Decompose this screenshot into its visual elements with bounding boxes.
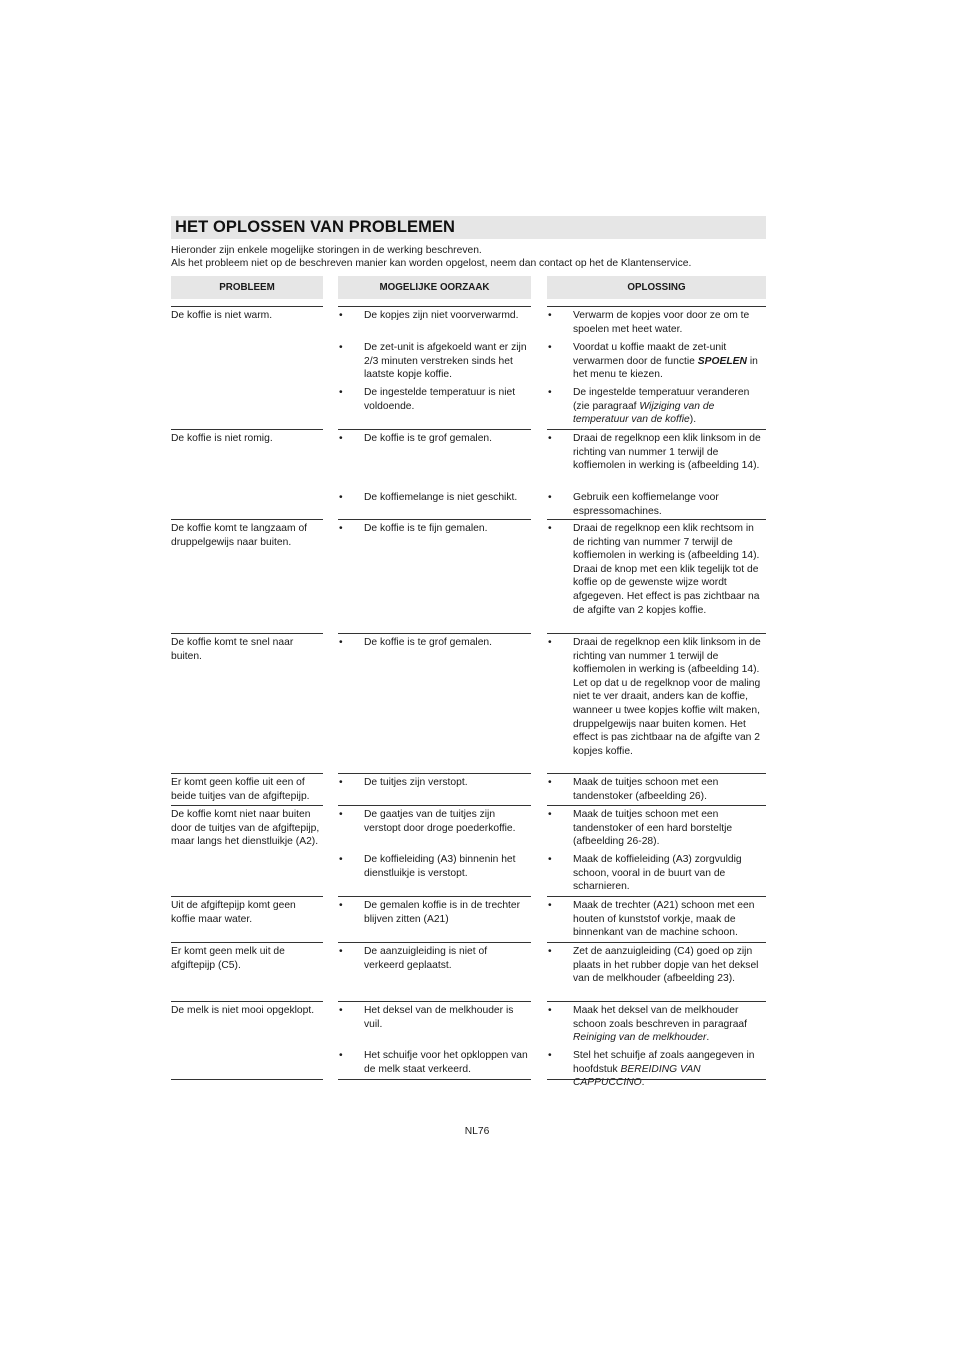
- bullet: •: [339, 1005, 343, 1016]
- cause-item: [338, 808, 531, 835]
- bullet: •: [548, 946, 552, 957]
- solution-text: Voordat u koffie maakt de zet-unit verwarmen door de functie SPOELEN in het menu te kiezen.: [573, 342, 758, 381]
- bullet: •: [339, 809, 343, 820]
- cause-item: [338, 491, 531, 505]
- cause-text: De koffie is te fijn gemalen.: [364, 523, 488, 534]
- solution-text: Stel het schuifje af zoals aangegeven in hoofdstuk BEREIDING VAN CAPPUCCINO.: [573, 1050, 755, 1089]
- cause-item: [338, 853, 531, 880]
- cause-text: De gaatjes van de tuitjes zijn verstopt door droge poederkoffie.: [364, 809, 516, 834]
- troubleshooting-table: [171, 276, 766, 1089]
- solution-text: Maak de tuitjes schoon met een tandenstoker of een hard borsteltje (afbeelding 26-28).: [573, 809, 733, 848]
- table-row: [171, 773, 766, 805]
- problem-cell: De koffie is niet romig.: [171, 433, 273, 444]
- intro-text: [171, 244, 766, 270]
- cause-text: De koffieleiding (A3) binnenin het dienstluikje is verstopt.: [364, 854, 516, 879]
- table-row: [171, 805, 766, 896]
- solution-text: Draai de regelknop een klik linksom in de richting van nummer 1 terwijl de koffiemolen in werking is (afbeelding 14). Let op dat u de regelknop voor de maling niet te ver draait, anders kan de koffie, wanneer u twee kopjes koffie wilt maken, druppelgewijs naar buiten komen. Het effect is pas zichtbaar na de afgifte van 2 kopjes koffie.: [573, 637, 761, 757]
- table-row: [171, 633, 766, 773]
- cause-item: [338, 309, 531, 323]
- bullet: •: [339, 433, 343, 444]
- cause-text: De zet-unit is afgekoeld want er zijn 2/3 minuten verstreken sinds het laatste kopje koffie.: [364, 342, 527, 381]
- bullet: •: [548, 492, 552, 503]
- cause-text: De tuitjes zijn verstopt.: [364, 777, 468, 788]
- problem-cell: De koffie komt te snel naar buiten.: [171, 637, 294, 662]
- bullet: •: [339, 900, 343, 911]
- table-bottom-rule: [338, 1079, 531, 1080]
- solution-item: [547, 491, 766, 518]
- cause-text: De koffiemelange is niet geschikt.: [364, 492, 518, 503]
- cause-item: [338, 341, 531, 382]
- table-row: [171, 942, 766, 1001]
- problem-cell: Er komt geen koffie uit een of beide tuitjes van de afgiftepijp.: [171, 777, 310, 802]
- solution-text: Draai de regelknop een klik linksom in de richting van nummer 1 terwijl de koffiemolen in werking is (afbeelding 14).: [573, 433, 761, 472]
- bullet: •: [548, 777, 552, 788]
- header-cause: MOGELIJKE OORZAAK: [338, 276, 531, 299]
- table-row: [171, 519, 766, 633]
- table-header: [171, 276, 766, 299]
- section-title-bar: [171, 216, 766, 239]
- bullet: •: [548, 854, 552, 865]
- solution-text: Verwarm de kopjes voor door ze om te spoelen met heet water.: [573, 310, 750, 335]
- cause-text: De ingestelde temperatuur is niet voldoende.: [364, 387, 516, 412]
- solution-item: [547, 432, 766, 473]
- problem-cell: Uit de afgiftepijp komt geen koffie maar water.: [171, 900, 296, 925]
- solution-text: Draai de regelknop een klik rechtsom in de richting van nummer 7 terwijl de koffiemolen in werking is (afbeelding 14). Draai de knop met een klik tegelijk tot de koffie op de gewenste wijze wordt afgegeven. Het effect is pas zichtbaar na de afgifte van 2 kopjes koffie.: [573, 523, 760, 616]
- page-number: NL76: [464, 1126, 490, 1137]
- bullet: •: [548, 310, 552, 321]
- bullet: •: [548, 342, 552, 353]
- problem-cell: De koffie is niet warm.: [171, 310, 273, 321]
- cause-item: [338, 899, 531, 926]
- bullet: •: [339, 387, 343, 398]
- problem-cell: Er komt geen melk uit de afgiftepijp (C5).: [171, 946, 285, 971]
- bullet: •: [339, 777, 343, 788]
- bullet: •: [548, 637, 552, 648]
- table-bottom-rule: [547, 1079, 766, 1080]
- bullet: •: [548, 809, 552, 820]
- cause-item: [338, 776, 531, 790]
- solution-item: [547, 341, 766, 382]
- solution-item: [547, 808, 766, 849]
- cause-item: [338, 386, 531, 413]
- bullet: •: [548, 1050, 552, 1061]
- bullet: •: [339, 492, 343, 503]
- solution-text: Maak de tuitjes schoon met een tandenstoker (afbeelding 26).: [573, 777, 719, 802]
- cause-item: [338, 945, 531, 972]
- cause-text: De koffie is te grof gemalen.: [364, 433, 493, 444]
- solution-item: [547, 853, 766, 894]
- table-row: [171, 429, 766, 519]
- bullet: •: [548, 433, 552, 444]
- cause-text: De aanzuigleiding is niet of verkeerd geplaatst.: [364, 946, 488, 971]
- solution-item: [547, 899, 766, 940]
- cause-item: [338, 522, 531, 536]
- header-problem: PROBLEEM: [171, 276, 323, 299]
- problem-cell: De melk is niet mooi opgeklopt.: [171, 1005, 315, 1016]
- solution-item: [547, 776, 766, 803]
- bullet: •: [339, 854, 343, 865]
- solution-item: [547, 386, 766, 427]
- cause-text: De gemalen koffie is in de trechter blijven zitten (A21): [364, 900, 521, 925]
- problem-cell: De koffie komt niet naar buiten door de tuitjes van de afgiftepijp, maar langs het dienstluikje (A2).: [171, 809, 320, 848]
- cause-item: [338, 1049, 531, 1076]
- intro-line-2: Als het probleem niet op de beschreven manier kan worden opgelost, neem dan contact op het de Klantenservice.: [171, 258, 692, 269]
- cause-item: [338, 636, 531, 650]
- cause-item: [338, 432, 531, 446]
- solution-text: Maak de trechter (A21) schoon met een houten of kunststof vorkje, maak de binnenkant van de machine schoon.: [573, 900, 755, 939]
- solution-item: [547, 636, 766, 758]
- bullet: •: [339, 523, 343, 534]
- solution-item: [547, 309, 766, 336]
- solution-item: [547, 522, 766, 617]
- table-bottom-rule: [171, 1079, 323, 1080]
- cause-text: De kopjes zijn niet voorverwarmd.: [364, 310, 519, 321]
- solution-text: Gebruik een koffiemelange voor espressomachines.: [573, 492, 719, 517]
- bullet: •: [339, 342, 343, 353]
- solution-item: [547, 945, 766, 986]
- header-solution: OPLOSSING: [547, 276, 766, 299]
- solution-text: De ingestelde temperatuur veranderen (zie paragraaf Wijziging van de temperatuur van de koffie).: [573, 387, 750, 426]
- bullet: •: [339, 1050, 343, 1061]
- cause-item: [338, 1004, 531, 1031]
- table-row: [171, 306, 766, 426]
- bullet: •: [548, 523, 552, 534]
- cause-text: Het deksel van de melkhouder is vuil.: [364, 1005, 514, 1030]
- bullet: •: [339, 310, 343, 321]
- table-row: [171, 896, 766, 942]
- bullet: •: [339, 946, 343, 957]
- solution-text: Maak het deksel van de melkhouder schoon zoals beschreven in paragraaf Reiniging van de melkhouder.: [573, 1005, 748, 1044]
- bullet: •: [548, 387, 552, 398]
- intro-line-1: Hieronder zijn enkele mogelijke storingen in de werking beschreven.: [171, 245, 482, 256]
- table-row: [171, 1001, 766, 1089]
- solution-item: [547, 1004, 766, 1045]
- page-title: HET OPLOSSEN VAN PROBLEMEN: [175, 218, 456, 236]
- cause-text: Het schuifje voor het opkloppen van de melk staat verkeerd.: [364, 1050, 528, 1075]
- bullet: •: [548, 900, 552, 911]
- solution-text: Zet de aanzuigleiding (C4) goed op zijn plaats in het rubber dopje van het deksel van de melkhouder (afbeelding 23).: [573, 946, 759, 985]
- cause-text: De koffie is te grof gemalen.: [364, 637, 493, 648]
- page-content: [171, 216, 766, 1089]
- solution-text: Maak de koffieleiding (A3) zorgvuldig schoon, vooral in de buurt van de scharnieren.: [573, 854, 742, 893]
- problem-cell: De koffie komt te langzaam of druppelgewijs naar buiten.: [171, 523, 308, 548]
- bullet: •: [339, 637, 343, 648]
- bullet: •: [548, 1005, 552, 1016]
- solution-item: [547, 1049, 766, 1090]
